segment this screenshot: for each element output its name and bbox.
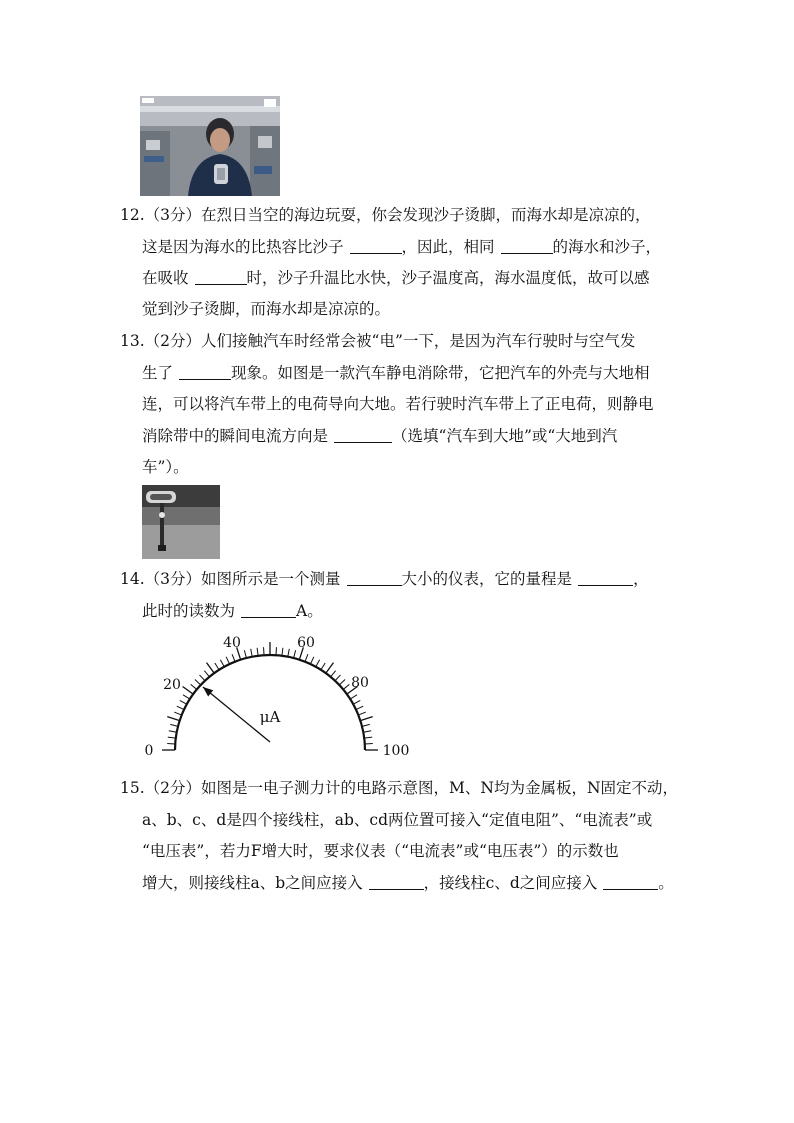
major-tick	[183, 687, 194, 695]
question-number: 14.	[120, 570, 145, 588]
tick-label-60: 60	[297, 635, 315, 651]
question-text: 在烈日当空的海边玩耍，你会发现沙子烫脚，而海水却是凉凉的，	[201, 206, 651, 224]
minor-tick	[170, 724, 178, 726]
answer-blank[interactable]	[369, 874, 424, 890]
answer-blank[interactable]	[501, 238, 553, 254]
dial-scale	[162, 642, 378, 750]
minor-tick	[276, 647, 277, 655]
question-text: 此时的读数为	[142, 602, 236, 620]
minor-tick	[362, 724, 370, 726]
minor-tick	[191, 684, 197, 689]
minor-tick	[305, 654, 308, 661]
minor-tick	[174, 712, 181, 715]
minor-tick	[244, 650, 246, 658]
answer-blank[interactable]	[179, 364, 231, 380]
minor-tick	[257, 648, 258, 656]
minor-tick	[294, 650, 296, 658]
minor-tick	[339, 679, 345, 684]
question-text: 如图所示是一个测量	[201, 570, 341, 588]
major-tick	[326, 663, 334, 674]
minor-tick	[168, 737, 176, 738]
minor-tick	[365, 744, 373, 745]
question-text: 。	[658, 874, 674, 892]
space-station-photo	[140, 96, 280, 196]
minor-tick	[199, 675, 204, 681]
minor-tick	[215, 663, 219, 670]
question-text: 现象。如图是一款汽车静电消除带，它把汽车的外壳与大地相	[231, 364, 650, 382]
minor-tick	[169, 731, 177, 733]
microammeter-dial	[130, 625, 430, 765]
question-text: ，	[633, 570, 649, 588]
minor-tick	[195, 679, 201, 684]
question-text: 连，可以将汽车带上的电荷导向大地。若行驶时汽车带上了正电荷，则静电	[142, 395, 654, 413]
score-label: （3分）	[144, 206, 202, 224]
minor-tick	[316, 660, 320, 667]
answer-blank[interactable]	[578, 570, 633, 586]
question-text: 在吸收	[142, 269, 189, 287]
score-label: （2分）	[144, 779, 202, 797]
static-strap-photo	[142, 485, 220, 559]
minor-tick	[226, 657, 229, 664]
pointer-arrowhead	[203, 687, 213, 696]
major-tick	[360, 717, 372, 721]
minor-tick	[310, 657, 313, 664]
tick-label-80: 80	[351, 675, 369, 691]
minor-tick	[251, 649, 253, 657]
question-text: ，因此，相同	[401, 238, 495, 256]
answer-blank[interactable]	[347, 570, 402, 586]
question-text: 消除带中的瞬间电流方向是	[142, 427, 329, 445]
question-text: 如图是一电子测力计的电路示意图，M、N均为金属板，N固定不动，	[201, 779, 679, 797]
question-text: 时，沙子升温比水快，沙子温度高，海水温度低，故可以感	[246, 269, 650, 287]
score-label: （2分）	[144, 332, 202, 350]
minor-tick	[232, 654, 235, 661]
minor-tick	[364, 737, 372, 738]
unit-label: μA	[259, 708, 281, 726]
tick-label-20: 20	[163, 677, 181, 693]
tick-label-100: 100	[382, 743, 410, 759]
minor-tick	[282, 648, 283, 656]
minor-tick	[167, 744, 175, 745]
minor-tick	[363, 731, 371, 733]
minor-tick	[358, 712, 365, 715]
minor-tick	[335, 675, 340, 681]
question-text: 的海水和沙子，	[552, 238, 662, 256]
tick-label-40: 40	[223, 635, 241, 651]
minor-tick	[220, 660, 224, 667]
question-text: 生了	[142, 364, 174, 382]
minor-tick	[180, 700, 187, 704]
question-text: 增大，则接线柱a、b之间应接入	[142, 874, 363, 892]
question-text: 大小的仪表，它的量程是	[401, 570, 573, 588]
answer-blank[interactable]	[334, 427, 392, 443]
question-text: （选填“汽车到大地”或“大地到汽	[392, 427, 618, 445]
minor-tick	[356, 706, 363, 709]
question-number: 12.	[120, 206, 145, 224]
question-number: 13.	[120, 332, 145, 350]
minor-tick	[353, 700, 360, 704]
question-text: ，接线柱c、d之间应接入	[423, 874, 598, 892]
question-text: A。	[296, 602, 323, 620]
minor-tick	[343, 684, 349, 689]
minor-tick	[204, 671, 209, 677]
score-label: （3分）	[144, 570, 202, 588]
question-text: 人们接触汽车时经常会被“电”一下，是因为汽车行驶时与空气发	[201, 332, 636, 350]
minor-tick	[321, 663, 325, 670]
major-tick	[207, 663, 215, 674]
question-text: 车”）。	[142, 458, 189, 476]
answer-blank[interactable]	[350, 238, 402, 254]
question-number: 15.	[120, 779, 145, 797]
minor-tick	[350, 695, 357, 699]
dial-arc	[175, 655, 365, 750]
minor-tick	[331, 671, 336, 677]
question-text: 觉到沙子烫脚，而海水却是凉凉的。	[142, 300, 391, 318]
minor-tick	[264, 647, 265, 655]
major-tick	[167, 717, 179, 721]
minor-tick	[288, 649, 290, 657]
minor-tick	[177, 706, 184, 709]
answer-blank[interactable]	[195, 269, 247, 285]
answer-blank[interactable]	[241, 602, 296, 618]
answer-blank[interactable]	[603, 874, 658, 890]
tick-label-0: 0	[144, 743, 154, 759]
question-text: “电压表”，若力F增大时，要求仪表（“电流表”或“电压表”）的示数也	[142, 842, 619, 860]
minor-tick	[183, 695, 190, 699]
question-text: 这是因为海水的比热容比沙子	[142, 238, 344, 256]
question-text: a、b、c、d是四个接线柱，ab、cd两位置可接入“定值电阻”、“电流表”或	[142, 811, 653, 829]
